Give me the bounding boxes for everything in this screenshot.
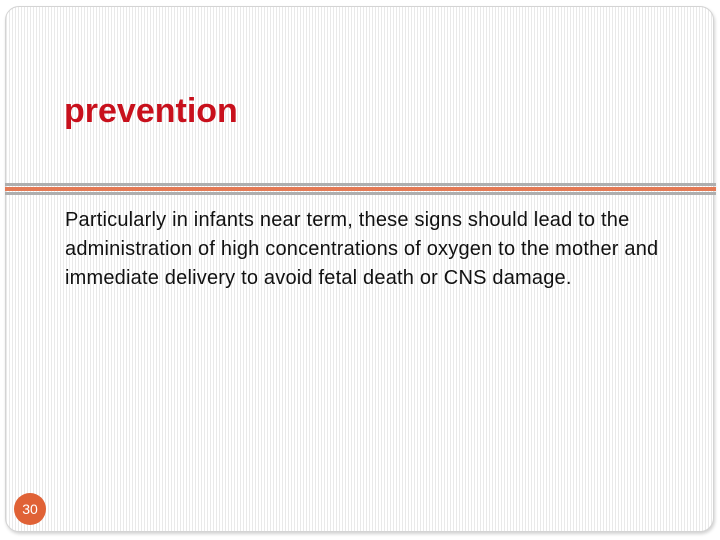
divider-accent-line xyxy=(5,187,716,191)
divider-bottom-line xyxy=(5,192,716,195)
divider-top-line xyxy=(5,183,716,186)
title-divider xyxy=(5,183,716,196)
slide-number-badge: 30 xyxy=(14,493,46,525)
slide-title: prevention xyxy=(64,92,238,130)
slide-body-text: Particularly in infants near term, these signs should lead to the administration of high concentrations of oxygen to the mother and immediate delivery to avoid fetal death or CNS damage. xyxy=(65,209,659,289)
